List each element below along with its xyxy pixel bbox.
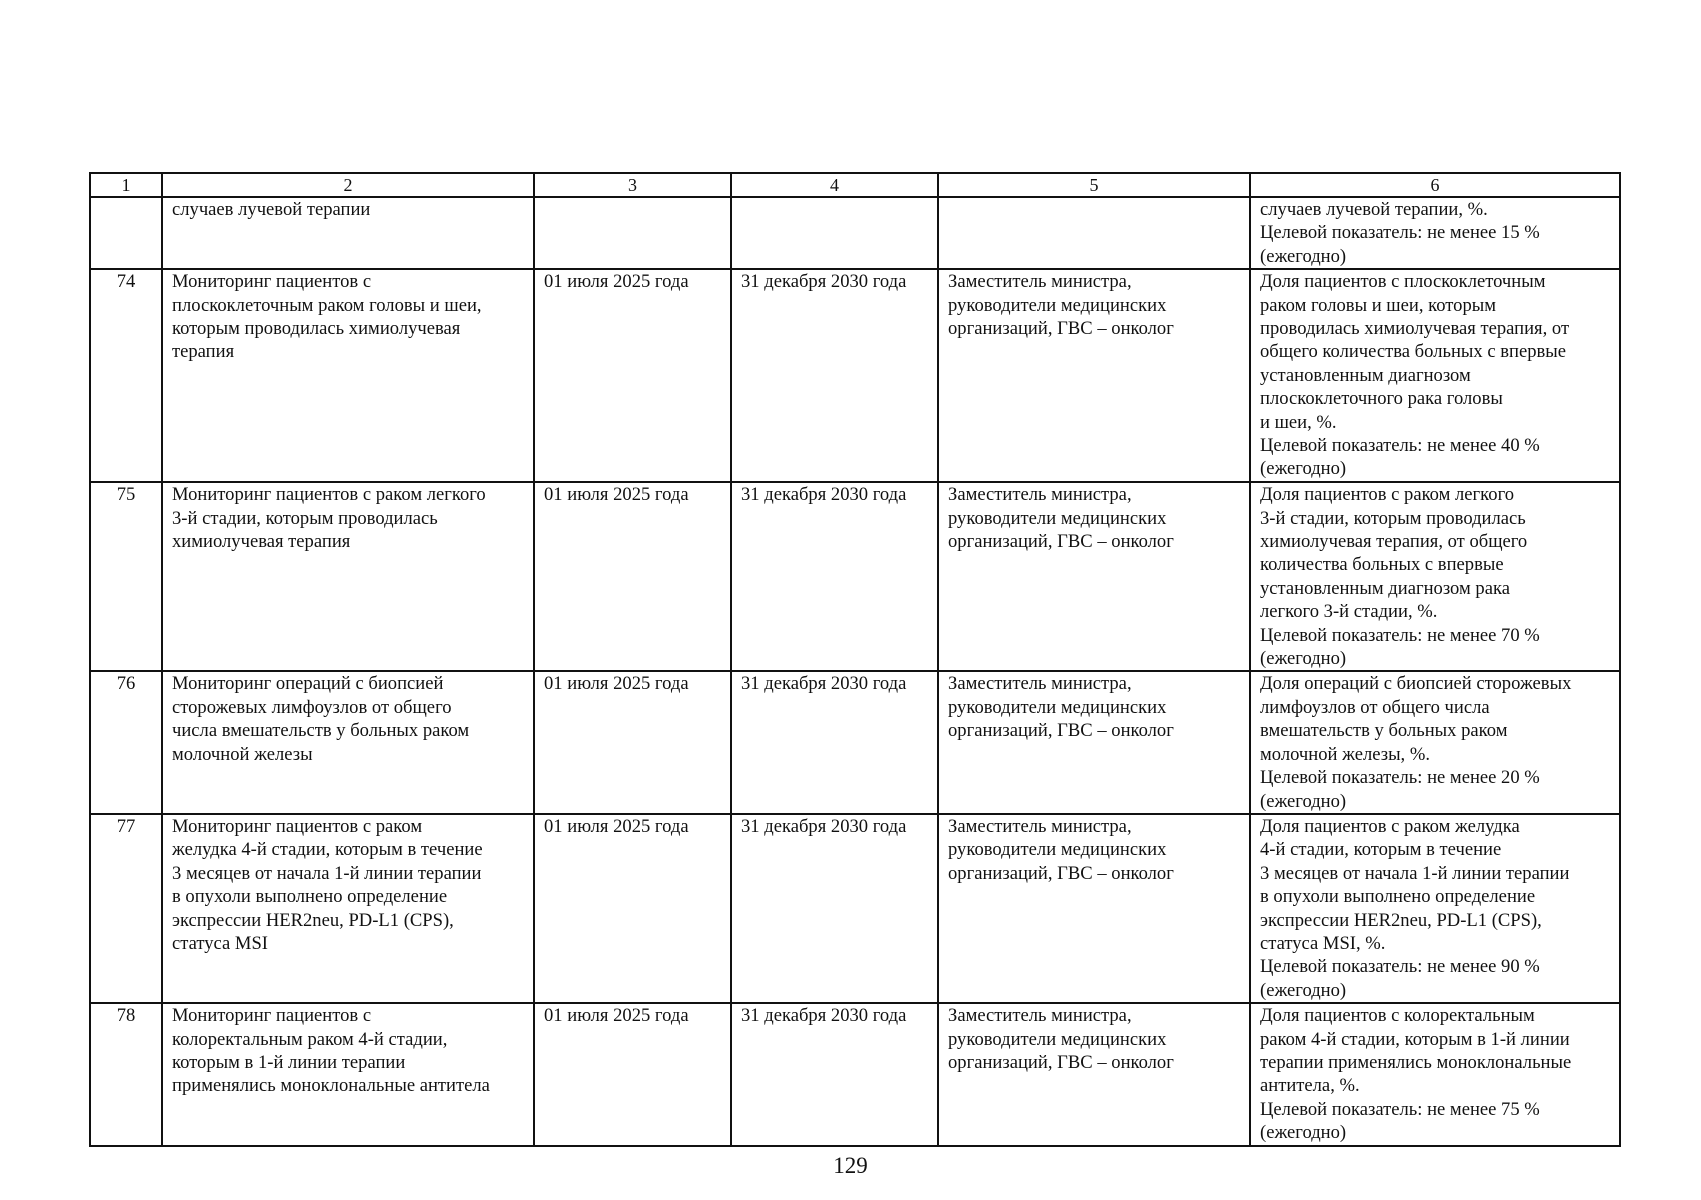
responsible: Заместитель министра, руководители медицинских организаций, ГВС – онколог <box>938 814 1250 1003</box>
row-number <box>90 197 162 269</box>
end-date: 31 декабря 2030 года <box>731 1003 938 1145</box>
target-indicator: Доля пациентов с плоскоклеточным раком головы и шеи, которым проводилась химиолучевая терапия, от общего количества больных с впервые установленным диагнозом плоскоклеточного рака головы и шеи, %. Целевой показатель: не менее 40 % (ежегодно) <box>1250 269 1620 482</box>
responsible: Заместитель министра, руководители медицинских организаций, ГВС – онколог <box>938 482 1250 671</box>
column-header: 1 <box>90 173 162 197</box>
responsible: Заместитель министра, руководители медицинских организаций, ГВС – онколог <box>938 1003 1250 1145</box>
activity-name: Мониторинг операций с биопсией сторожевых лимфоузлов от общего числа вмешательств у больных раком молочной железы <box>162 671 534 813</box>
table-row <box>90 671 1620 813</box>
responsible: Заместитель министра, руководители медицинских организаций, ГВС – онколог <box>938 671 1250 813</box>
activity-name: Мониторинг пациентов с колоректальным раком 4-й стадии, которым в 1-й линии терапии применялись моноклональные антитела <box>162 1003 534 1145</box>
target-indicator: случаев лучевой терапии, %. Целевой показатель: не менее 15 % (ежегодно) <box>1250 197 1620 269</box>
activity-name: Мониторинг пациентов с плоскоклеточным раком головы и шеи, которым проводилась химиолучевая терапия <box>162 269 534 482</box>
column-header: 2 <box>162 173 534 197</box>
row-number: 76 <box>90 671 162 813</box>
start-date <box>534 197 731 269</box>
table-row <box>90 814 1620 1003</box>
plan-table <box>89 172 1621 1147</box>
row-number: 77 <box>90 814 162 1003</box>
end-date <box>731 197 938 269</box>
end-date: 31 декабря 2030 года <box>731 482 938 671</box>
target-indicator: Доля пациентов с колоректальным раком 4-й стадии, которым в 1-й линии терапии применялись моноклональные антитела, %. Целевой показатель: не менее 75 % (ежегодно) <box>1250 1003 1620 1145</box>
target-indicator: Доля пациентов с раком желудка 4-й стадии, которым в течение 3 месяцев от начала 1-й линии терапии в опухоли выполнено определение экспрессии HER2neu, PD-L1 (CPS), статуса MSI, %. Целевой показатель: не менее 90 % (ежегодно) <box>1250 814 1620 1003</box>
column-header: 5 <box>938 173 1250 197</box>
row-number: 78 <box>90 1003 162 1145</box>
column-header: 3 <box>534 173 731 197</box>
activity-name: Мониторинг пациентов с раком желудка 4-й стадии, которым в течение 3 месяцев от начала 1-й линии терапии в опухоли выполнено определение экспрессии HER2neu, PD-L1 (CPS), статуса MSI <box>162 814 534 1003</box>
end-date: 31 декабря 2030 года <box>731 814 938 1003</box>
table-row <box>90 482 1620 671</box>
activity-name: случаев лучевой терапии <box>162 197 534 269</box>
start-date: 01 июля 2025 года <box>534 1003 731 1145</box>
responsible <box>938 197 1250 269</box>
responsible: Заместитель министра, руководители медицинских организаций, ГВС – онколог <box>938 269 1250 482</box>
table-row <box>90 1003 1620 1145</box>
target-indicator: Доля пациентов с раком легкого 3-й стадии, которым проводилась химиолучевая терапия, от общего количества больных с впервые установленным диагнозом рака легкого 3-й стадии, %. Целевой показатель: не менее 70 % (ежегодно) <box>1250 482 1620 671</box>
start-date: 01 июля 2025 года <box>534 269 731 482</box>
end-date: 31 декабря 2030 года <box>731 269 938 482</box>
column-header: 6 <box>1250 173 1620 197</box>
row-number: 74 <box>90 269 162 482</box>
activity-name: Мониторинг пациентов с раком легкого 3-й стадии, которым проводилась химиолучевая терапия <box>162 482 534 671</box>
target-indicator: Доля операций с биопсией сторожевых лимфоузлов от общего числа вмешательств у больных раком молочной железы, %. Целевой показатель: не менее 20 % (ежегодно) <box>1250 671 1620 813</box>
start-date: 01 июля 2025 года <box>534 482 731 671</box>
header-row <box>90 173 1620 197</box>
start-date: 01 июля 2025 года <box>534 671 731 813</box>
table-row <box>90 197 1620 269</box>
row-number: 75 <box>90 482 162 671</box>
table-row <box>90 269 1620 482</box>
column-header: 4 <box>731 173 938 197</box>
page-number: 129 <box>833 1153 868 1178</box>
start-date: 01 июля 2025 года <box>534 814 731 1003</box>
end-date: 31 декабря 2030 года <box>731 671 938 813</box>
